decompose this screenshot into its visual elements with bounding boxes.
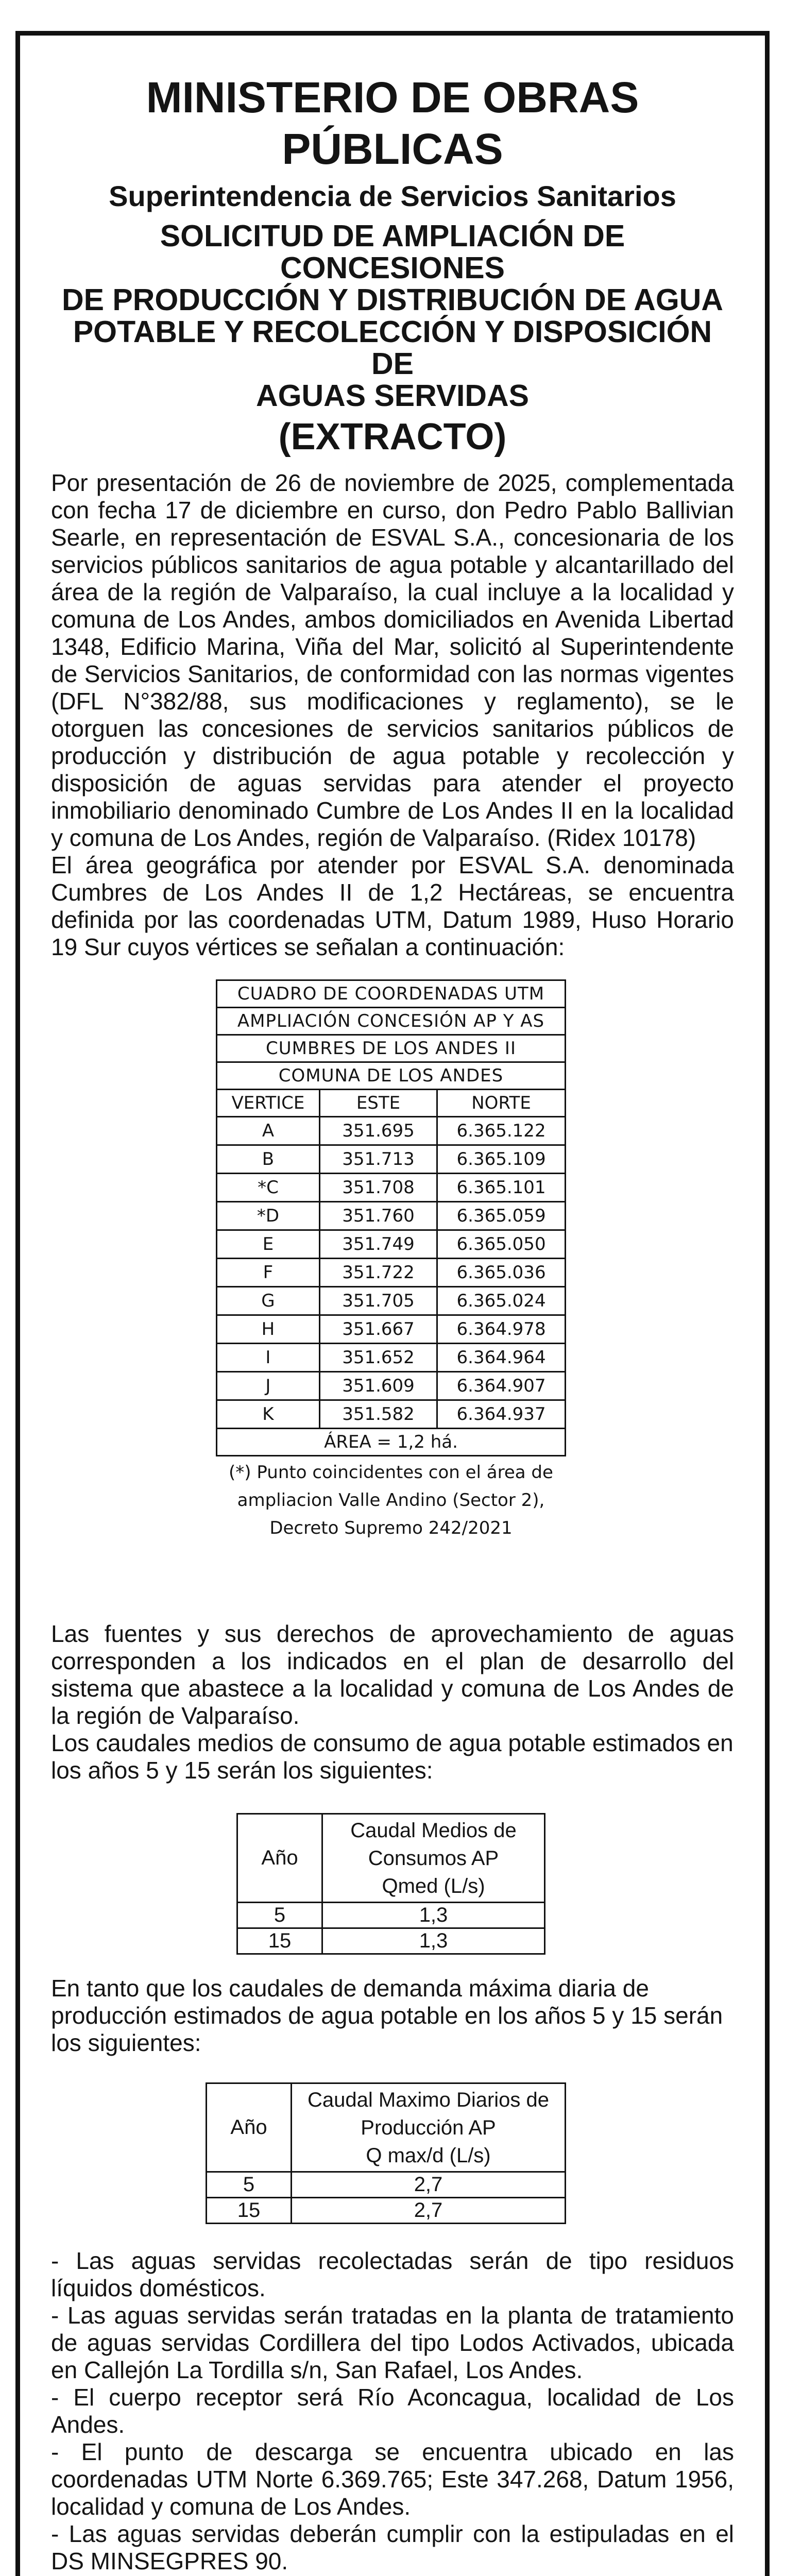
utm-norte: 6.365.059 [437,1202,566,1230]
qmax-table [206,2082,566,2224]
utm-este: 351.713 [319,1145,437,1174]
header-line: Caudal Maximo Diarios de [307,2088,550,2111]
utm-este: 351.708 [319,1174,437,1202]
qmax-value: 2,7 [292,2172,566,2198]
utm-table-block [216,979,566,1542]
utm-norte: 6.365.036 [437,1259,566,1287]
header-line: Qmed (L/s) [382,1874,485,1897]
utm-table-title: COMUNA DE LOS ANDES [217,1062,566,1090]
fuentes-paragraph: Las fuentes y sus derechos de aprovechamiento de aguas corresponden a los indicados en el plan de desarrollo del sistema que abastece a la localidad y comuna de Los Andes de la región de Valparaíso. [51,1620,734,1729]
utm-vertice: H [217,1315,320,1344]
utm-footnote [216,1459,566,1542]
utm-vertice: K [217,1400,320,1429]
header-line: Q max/d (L/s) [366,2144,491,2167]
table-row [217,1259,566,1287]
qmed-year-header: Año [237,1814,322,1903]
maxima-paragraph: En tanto que los caudales de demanda máxima diaria de producción estimados de agua potable en los años 5 y 15 serán los siguientes: [51,1975,723,2056]
utm-coordinates-table [216,979,566,1456]
utm-norte: 6.365.109 [437,1145,566,1174]
utm-vertice: G [217,1287,320,1315]
table-row [217,1117,566,1145]
conditions-list [51,2247,734,2575]
table-row [217,1230,566,1259]
utm-vertice: J [217,1372,320,1400]
utm-table-title: CUADRO DE COORDENADAS UTM [217,980,566,1008]
utm-vertice: *D [217,1202,320,1230]
title-line: AGUAS SERVIDAS [255,379,530,413]
table-row [237,1903,545,1928]
table-row [217,1174,566,1202]
utm-norte: 6.365.101 [437,1174,566,1202]
utm-section [51,961,734,1620]
utm-vertice: F [217,1259,320,1287]
table-row [217,1344,566,1372]
utm-norte: 6.364.907 [437,1372,566,1400]
table-row [207,2198,566,2224]
notice-content [51,72,734,2576]
qmax-value-header [292,2083,566,2172]
footnote-line: Decreto Supremo 242/2021 [269,1518,513,1538]
utm-este: 351.722 [319,1259,437,1287]
title-line: POTABLE Y RECOLECCIÓN Y DISPOSICIÓN DE [73,315,712,381]
utm-norte: 6.364.937 [437,1400,566,1429]
utm-este: 351.695 [319,1117,437,1145]
footnote-line: (*) Punto coincidentes con el área de [229,1462,553,1483]
extracto-heading: (EXTRACTO) [278,416,507,457]
notice-title [51,220,734,412]
utm-rows [217,1117,566,1429]
table-row [237,1928,545,1954]
list-item: - El punto de descarga se encuentra ubicado en las coordenadas UTM Norte 6.369.765; Este 347.268, Datum 1956, localidad y comuna de Los Andes. [51,2438,734,2520]
utm-este: 351.582 [319,1400,437,1429]
qmax-section [51,2057,734,2227]
notice-frame [15,31,770,2576]
qmed-section [51,1784,734,1954]
utm-norte: 6.364.978 [437,1315,566,1344]
utm-norte: 6.364.964 [437,1344,566,1372]
qmax-year: 5 [207,2172,292,2198]
list-item: - Las aguas servidas recolectadas serán de tipo residuos líquidos domésticos. [51,2247,734,2301]
utm-vertice: A [217,1117,320,1145]
table-row [217,1202,566,1230]
qmed-table [236,1813,545,1955]
list-item: - El cuerpo receptor será Río Aconcagua, localidad de Los Andes. [51,2384,734,2438]
utm-norte: 6.365.122 [437,1117,566,1145]
title-line: SOLICITUD DE AMPLIACIÓN DE CONCESIONES [160,219,625,285]
utm-table-title: AMPLIACIÓN CONCESIÓN AP Y AS [217,1008,566,1035]
qmed-value: 1,3 [322,1928,545,1954]
qmed-value: 1,3 [322,1903,545,1928]
area-paragraph: El área geográfica por atender por ESVAL S.A. denominada Cumbres de Los Andes II de 1,2 Hectáreas, se encuentra definida por las coordenadas UTM, Datum 1989, Huso Horario 19 Sur cuyos vértices se señalan a continuación: [51,852,734,960]
header-line: Producción AP [361,2116,496,2139]
qmed-year: 15 [237,1928,322,1954]
utm-este: 351.760 [319,1202,437,1230]
utm-norte: 6.365.050 [437,1230,566,1259]
utm-vertice: I [217,1344,320,1372]
qmax-year-header: Año [207,2083,292,2172]
table-row [217,1315,566,1344]
qmax-year: 15 [207,2198,292,2224]
table-row [217,1400,566,1429]
utm-este: 351.749 [319,1230,437,1259]
superintendencia-heading: Superintendencia de Servicios Sanitarios [109,180,676,212]
utm-este: 351.705 [319,1287,437,1315]
ministry-heading: MINISTERIO DE OBRAS PÚBLICAS [146,73,639,173]
header-line: Consumos AP [368,1846,499,1870]
table-row [217,1145,566,1174]
column-header-norte: NORTE [437,1090,566,1117]
column-header-este: ESTE [319,1090,437,1117]
utm-norte: 6.365.024 [437,1287,566,1315]
utm-vertice: B [217,1145,320,1174]
utm-table-title: CUMBRES DE LOS ANDES II [217,1035,566,1062]
utm-este: 351.609 [319,1372,437,1400]
list-item: - Las aguas servidas deberán cumplir con la estipuladas en el DS MINSEGPRES 90. [51,2520,734,2574]
qmax-value: 2,7 [292,2198,566,2224]
table-row [217,1287,566,1315]
utm-este: 351.667 [319,1315,437,1344]
utm-vertice: *C [217,1174,320,1202]
qmed-value-header [322,1814,545,1903]
table-row [217,1372,566,1400]
title-line: DE PRODUCCIÓN Y DISTRIBUCIÓN DE AGUA [62,283,723,317]
qmed-intro-paragraph: Los caudales medios de consumo de agua potable estimados en los años 5 y 15 serán los siguientes: [51,1730,733,1784]
header-line: Caudal Medios de [350,1819,517,1842]
utm-este: 351.652 [319,1344,437,1372]
column-header-vertice: VERTICE [217,1090,320,1117]
footnote-line: ampliacion Valle Andino (Sector 2), [237,1490,545,1511]
table-row [207,2172,566,2198]
intro-paragraph: Por presentación de 26 de noviembre de 2025, complementada con fecha 17 de diciembre en curso, don Pedro Pablo Ballivian Searle, en representación de ESVAL S.A., concesionaria de los servicios públicos sanitarios de agua potable y alcantarillado del área de la región de Valparaíso, la cual incluye a la localidad y comuna de Los Andes, ambos domiciliados en Avenida Libertad 1348, Edificio Marina, Viña del Mar, solicitó al Superintendente de Servicios Sanitarios, de conformidad con las normas vigentes (DFL N°382/88, sus modificaciones y reglamento), se le otorguen las concesiones de servicios sanitarios públicos de producción y distribución de agua potable y recolección y disposición de aguas servidas para atender el proyecto inmobiliario denominado Cumbre de Los Andes II en la localidad y comuna de Los Andes, región de Valparaíso. (Ridex 10178) [51,469,734,851]
qmed-year: 5 [237,1903,322,1928]
list-item: - Las aguas servidas serán tratadas en la planta de tratamiento de aguas servidas Cordillera del tipo Lodos Activados, ubicada en Callejón La Tordilla s/n, San Rafael, Los Andes. [51,2302,734,2383]
utm-area: ÁREA = 1,2 há. [217,1429,566,1456]
utm-vertice: E [217,1230,320,1259]
